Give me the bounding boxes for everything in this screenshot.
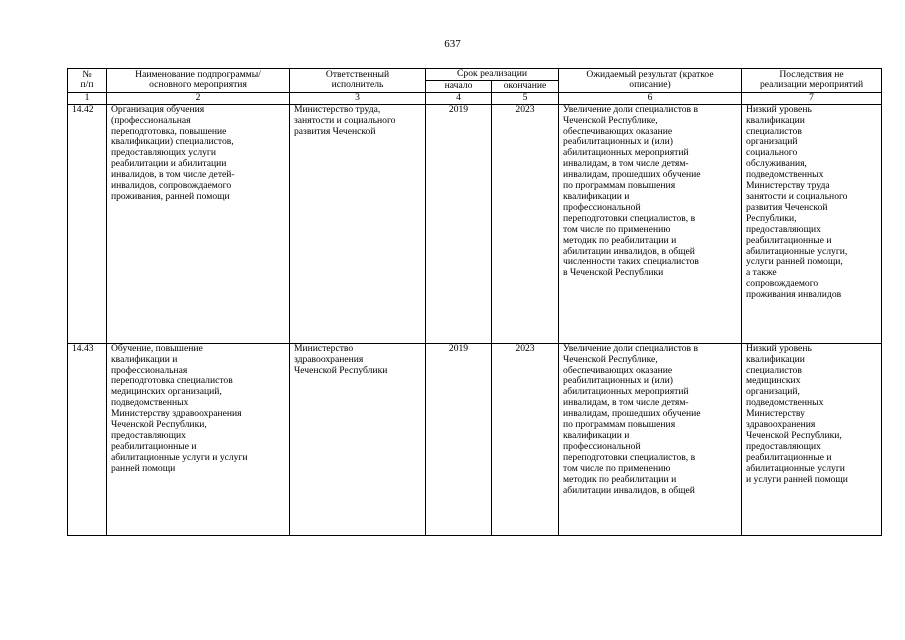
- column-number-row: [68, 92, 882, 104]
- cell-text-line: Министерству труда: [746, 180, 830, 192]
- column-number: 4: [426, 92, 492, 104]
- cell-text-line: Чеченской Республики,: [111, 419, 207, 431]
- cell-text-line: переподготовка специалистов: [111, 375, 233, 387]
- table-row: [68, 104, 882, 343]
- cell-text-line: Министерству здравоохранения: [111, 408, 242, 420]
- row-executor: [290, 343, 426, 535]
- cell-text-line: реабилитации и абилитации: [111, 158, 227, 170]
- cell-text-line: квалификации и: [563, 429, 630, 441]
- cell-text-line: том числе по применению: [563, 462, 671, 474]
- header-result: Ожидаемый результат (краткое описание): [559, 69, 742, 93]
- cell-text-line: абилитации инвалидов, в общей: [563, 484, 695, 496]
- cell-text-line: специалистов: [746, 364, 802, 376]
- cell-text-line: абилитационных мероприятий: [563, 147, 689, 159]
- header-name: Наименование подпрограммы/ основного мероприятия: [107, 69, 290, 93]
- cell-text-line: инвалидов, сопровождаемого: [111, 180, 232, 192]
- row-start: 2019: [426, 104, 492, 343]
- cell-text-line: абилитационные услуги: [746, 462, 845, 474]
- cell-text-line: развития Чеченской: [746, 201, 828, 213]
- cell-text-line: Министерство: [294, 342, 354, 354]
- cell-text-line: Увеличение доли специалистов в: [563, 342, 699, 354]
- cell-text-line: абилитационные услуги и услуги: [111, 451, 248, 463]
- cell-text-line: услуги ранней помощи,: [746, 256, 843, 268]
- cell-text-line: реабилитационных и (или): [563, 136, 673, 148]
- column-number: 5: [492, 92, 559, 104]
- cell-text-line: организаций: [746, 136, 798, 148]
- cell-text-line: Чеченской Республики: [294, 364, 388, 376]
- header-term: Срок реализации: [426, 69, 559, 81]
- cell-text-line: инвалидам, в том числе детям-: [563, 397, 689, 409]
- cell-text-line: специалистов: [746, 125, 802, 137]
- column-number: 1: [68, 92, 107, 104]
- cell-text-line: медицинских организаций,: [111, 386, 222, 398]
- cell-text-line: инвалидам, прошедших обучение: [563, 169, 701, 181]
- header-executor: Ответственный исполнитель: [290, 69, 426, 93]
- cell-text-line: квалификации и: [563, 190, 630, 202]
- row-end: 2023: [492, 104, 559, 343]
- cell-text-line: обеспечивающих оказание: [563, 364, 673, 376]
- cell-text-line: квалификации: [746, 114, 805, 126]
- header-consequences: Последствия не реализации мероприятий: [742, 69, 882, 93]
- cell-text-line: по программам повышения: [563, 419, 676, 431]
- cell-text-line: профессиональной: [563, 201, 641, 213]
- activities-table: [67, 68, 882, 536]
- cell-text-line: Обучение, повышение: [111, 342, 203, 354]
- cell-text-line: реабилитационных и (или): [563, 375, 673, 387]
- cell-text-line: Чеченской Республики,: [746, 429, 842, 441]
- cell-text-line: здравоохранения: [746, 419, 816, 431]
- column-number: 7: [742, 92, 882, 104]
- cell-text-line: Министерству: [746, 408, 805, 420]
- cell-text-line: обслуживания,: [746, 158, 807, 170]
- cell-text-line: Увеличение доли специалистов в: [563, 103, 699, 115]
- cell-text-line: квалификации и: [111, 353, 178, 365]
- cell-text-line: занятости и социального: [294, 114, 396, 126]
- header-num: № п/п: [68, 69, 107, 93]
- cell-text-line: реабилитационные и: [111, 440, 197, 452]
- cell-text-line: Чеченской Республике,: [563, 114, 658, 126]
- row-number: 14.42: [68, 104, 107, 343]
- cell-text-line: предоставляющих услуги: [111, 147, 217, 159]
- cell-text-line: абилитации инвалидов, в общей: [563, 245, 695, 257]
- cell-text-line: абилитационные услуги,: [746, 245, 848, 257]
- cell-text-line: подведомственных: [111, 397, 189, 409]
- cell-text-line: реабилитационные и: [746, 451, 832, 463]
- cell-text-line: а также: [746, 267, 777, 279]
- cell-text-line: абилитационных мероприятий: [563, 386, 689, 398]
- cell-text-line: профессиональной: [563, 440, 641, 452]
- cell-text-line: предоставляющих: [746, 223, 821, 235]
- cell-text-line: подведомственных: [746, 169, 824, 181]
- cell-text-line: предоставляющих: [746, 440, 821, 452]
- cell-text-line: проживания инвалидов: [746, 289, 842, 301]
- column-number: 6: [559, 92, 742, 104]
- cell-text-line: социального: [746, 147, 798, 159]
- cell-text-line: и услуги ранней помощи: [746, 473, 848, 485]
- cell-text-line: ранней помощи: [111, 462, 176, 474]
- cell-text-line: развития Чеченской: [294, 125, 376, 137]
- cell-text-line: по программам повышения: [563, 180, 676, 192]
- cell-text-line: Организация обучения: [111, 103, 205, 115]
- header-start: начало: [426, 80, 492, 92]
- cell-text-line: Низкий уровень: [746, 342, 812, 354]
- cell-text-line: проживания, ранней помощи: [111, 190, 230, 202]
- row-result: [559, 343, 742, 535]
- cell-text-line: медицинских: [746, 375, 801, 387]
- header-end: окончание: [492, 80, 559, 92]
- page-number: 637: [444, 38, 461, 50]
- cell-text-line: переподготовки специалистов, в: [563, 451, 696, 463]
- row-end: 2023: [492, 343, 559, 535]
- row-name: [107, 343, 290, 535]
- cell-text-line: инвалидов, в том числе детей-: [111, 169, 235, 181]
- column-number: 3: [290, 92, 426, 104]
- cell-text-line: Низкий уровень: [746, 103, 812, 115]
- cell-text-line: переподготовка, повышение: [111, 125, 227, 137]
- row-consequences: [742, 104, 882, 343]
- cell-text-line: инвалидам, в том числе детям-: [563, 158, 689, 170]
- cell-text-line: предоставляющих: [111, 429, 186, 441]
- cell-text-line: квалификации: [746, 353, 805, 365]
- cell-text-line: том числе по применению: [563, 223, 671, 235]
- header-row: [68, 69, 882, 81]
- row-name: [107, 104, 290, 343]
- cell-text-line: инвалидам, прошедших обучение: [563, 408, 701, 420]
- cell-text-line: организаций,: [746, 386, 800, 398]
- cell-text-line: методик по реабилитации и: [563, 234, 677, 246]
- row-consequences: [742, 343, 882, 535]
- row-result: [559, 104, 742, 343]
- row-executor: [290, 104, 426, 343]
- row-number: 14.43: [68, 343, 107, 535]
- table-row: [68, 343, 882, 535]
- cell-text-line: Чеченской Республике,: [563, 353, 658, 365]
- column-number: 2: [107, 92, 290, 104]
- cell-text-line: профессиональная: [111, 364, 188, 376]
- cell-text-line: обеспечивающих оказание: [563, 125, 673, 137]
- cell-text-line: Министерство труда,: [294, 103, 381, 115]
- row-start: 2019: [426, 343, 492, 535]
- cell-text-line: методик по реабилитации и: [563, 473, 677, 485]
- cell-text-line: квалификации) специалистов,: [111, 136, 234, 148]
- cell-text-line: численности таких специалистов: [563, 256, 699, 268]
- cell-text-line: сопровождаемого: [746, 278, 819, 290]
- cell-text-line: в Чеченской Республики: [563, 267, 664, 279]
- cell-text-line: Республики,: [746, 212, 797, 224]
- cell-text-line: переподготовки специалистов, в: [563, 212, 696, 224]
- cell-text-line: реабилитационные и: [746, 234, 832, 246]
- cell-text-line: подведомственных: [746, 397, 824, 409]
- cell-text-line: (профессиональная: [111, 114, 191, 126]
- cell-text-line: здравоохранения: [294, 353, 364, 365]
- cell-text-line: занятости и социального: [746, 190, 848, 202]
